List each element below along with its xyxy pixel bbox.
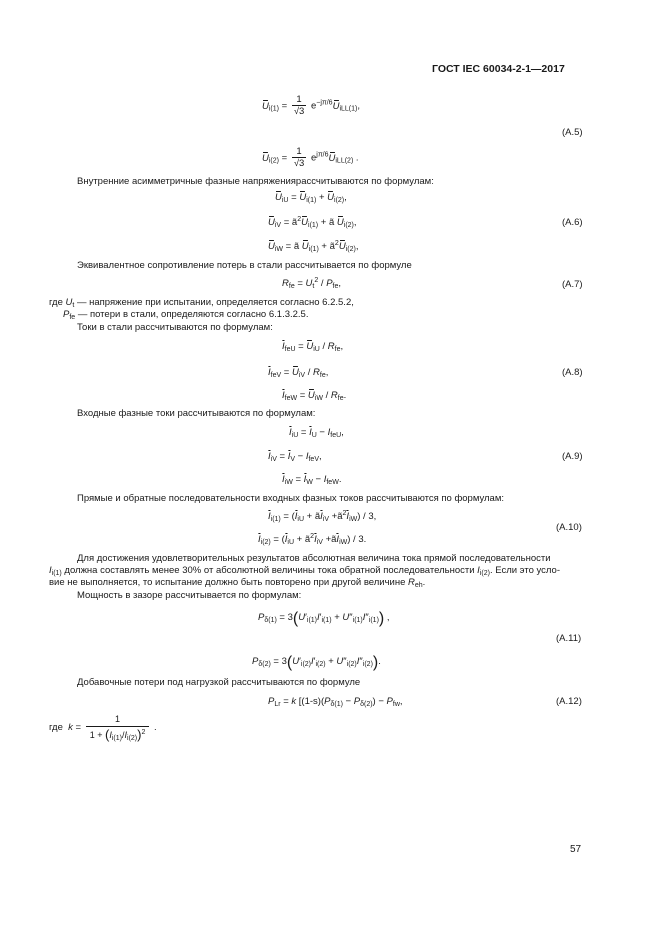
formula-u-iv: $U_{iV}$ = $ã^2U_{i(1)}$ + ã $U_{i(2)}$, xyxy=(268,216,357,229)
text-sequence-currents: Прямые и обратные последовательности входных фазных токов рассчитываются по формулам: xyxy=(77,493,505,504)
eq-label-a10: (A.10) xyxy=(556,522,582,533)
text-air-gap-power: Мощность в зазоре рассчитывается по формулам: xyxy=(77,590,302,601)
formula-i-i2: $I_{i(2)} = (I_{iU}$ + $ã^2I_{iV}$ $+ãI_{iW}) / 3$. xyxy=(258,533,367,546)
text-input-currents: Входные фазные токи рассчитываются по формулам: xyxy=(77,408,316,419)
formula-p-lr: $P_{Lr} = k$ [$(1-s)(P_{\delta(1)} - P_{\delta(2)}) - P_{fw}$, xyxy=(268,696,403,708)
formula-i-iw: $I_{iW} = I_W - I_{feW}$. xyxy=(282,474,342,486)
formula-u-i2: $U_{i(2)}$ = $\frac{1}{√3}$ $e^{j\pi/6}U_{iLL(2)}$ . xyxy=(262,146,359,169)
formula-u-i1: $U_{i(1)}$ = $\frac{1}{√3}$ $e^{-j\pi/6}U_{iLL(1)}$, xyxy=(262,94,360,117)
text-stray-load-losses: Добавочные потери под нагрузкой рассчитываются по формуле xyxy=(77,677,361,688)
text-condition-line1: Для достижения удовлетворительных результатов абсолютная величина тока прямой последовательности xyxy=(77,553,551,564)
eq-label-a6: (A.6) xyxy=(562,217,583,228)
formula-i-i1: $I_{i(1)} = (I_{iU}$ + $ãI_{iV}$ $+ã^2I_{iW}) / 3$, xyxy=(268,510,377,523)
text-asymmetric-voltages: Внутренние асимметричные фазные напряжениярассчитываются по формулам: xyxy=(77,176,434,187)
eq-label-a7: (A.7) xyxy=(562,279,583,290)
document-header: ГОСТ IEC 60034-2-1—2017 xyxy=(432,63,565,75)
eq-label-a8: (A.8) xyxy=(562,367,583,378)
formula-i-feu: $I_{feU} = U_{iU} / R_{fe}$, xyxy=(282,341,344,353)
text-condition-line2: $I_{i(1)}$ должна составлять менее 30% от абсолютной величины тока обратной последовательности $I_{i(2)}$. Если это усло- xyxy=(49,565,560,577)
text-where-ut: где $U_t$ — напряжение при испытании, определяется согласно 6.2.5.2, xyxy=(49,297,354,309)
formula-i-fev: $I_{feV} = U_{iV} / R_{fe}$, xyxy=(268,367,329,379)
formula-k: где k = $\frac{1}{1 + (I_{i(1)}/I_{i(2)})^2}$ . xyxy=(49,714,157,742)
formula-i-iv: $I_{iV} = I_V - I_{feV}$, xyxy=(268,451,322,463)
formula-p-delta1: $P_{\delta(1)} = 3(U'_{i(1)}I'_{i(1)} + U''_{i(1)}I''_{i(1)})$ , xyxy=(258,610,390,627)
formula-r-fe: $R_{fe} = U_t^2 / P_{fe}$, xyxy=(282,277,342,290)
text-condition-line3: вие не выполняется, то испытание должно быть повторено при другой величине $R_{eh}$. xyxy=(49,577,426,589)
text-iron-resistance: Эквивалентное сопротивление потерь в стали рассчитывается по формуле xyxy=(77,260,412,271)
text-iron-currents: Токи в стали рассчитываются по формулам: xyxy=(77,322,273,333)
eq-label-a11: (A.11) xyxy=(556,633,582,644)
formula-u-iu: $U_{iU} = U_{i(1)} + U_{i(2)}$, xyxy=(275,192,347,204)
formula-i-few: $I_{feW} = U_{iW} / R_{fe}$. xyxy=(282,390,347,402)
formula-u-iw: $U_{iW}$ = ã $U_{i(1)}$ + $ã^2U_{i(2)}$, xyxy=(268,240,359,253)
eq-label-a12: (A.12) xyxy=(556,696,582,707)
text-where-pfe: $P_{fe}$ — потери в стали, определяются согласно 6.1.3.2.5. xyxy=(63,309,309,321)
eq-label-a9: (A.9) xyxy=(562,451,583,462)
formula-i-iu: $I_{iU} = I_U - I_{feU}$, xyxy=(289,427,344,439)
formula-p-delta2: $P_{\delta(2)} = 3(U'_{i(2)}I'_{i(2)} + U''_{i(2)}I''_{i(2)})$. xyxy=(252,654,381,671)
page-number: 57 xyxy=(570,844,582,855)
eq-label-a5: (A.5) xyxy=(562,127,583,138)
